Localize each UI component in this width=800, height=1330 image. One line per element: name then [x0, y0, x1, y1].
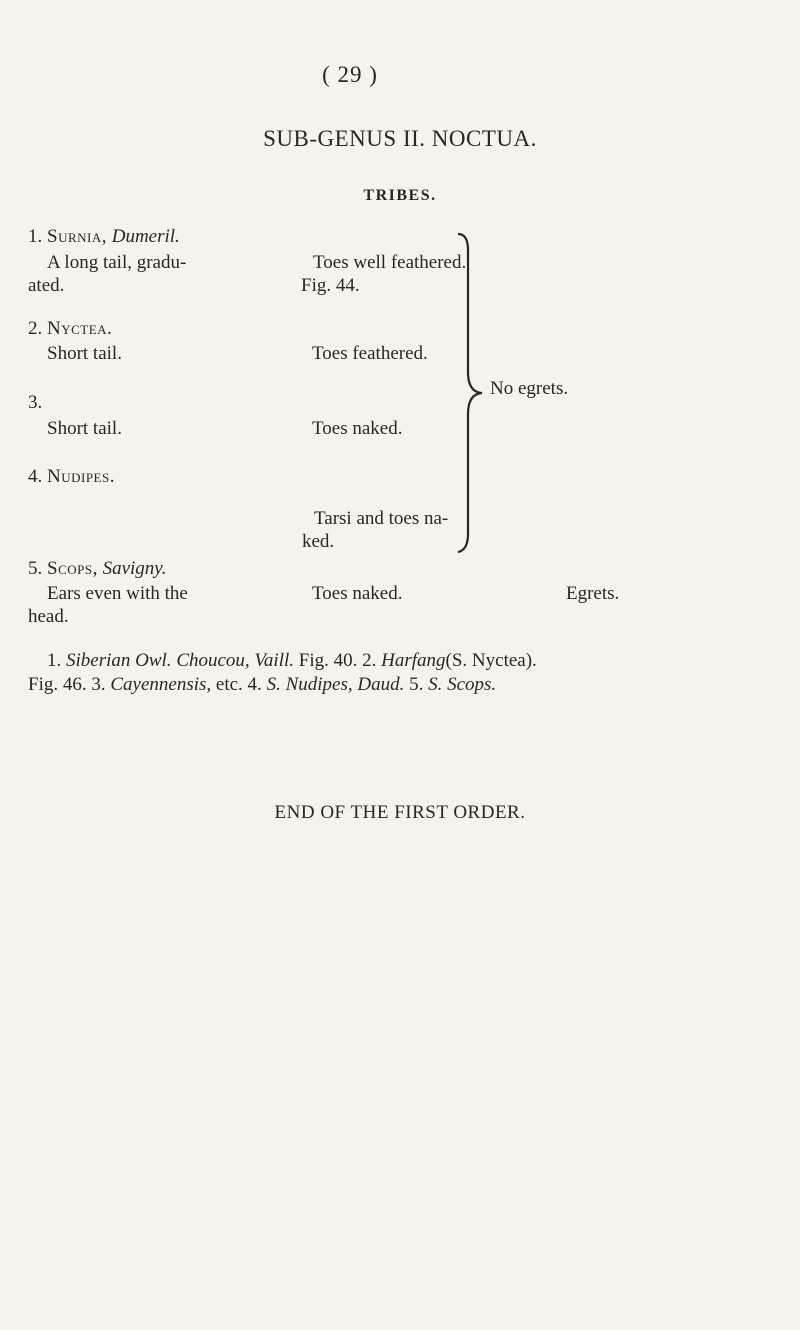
end-of-order-footer: END OF THE FIRST ORDER. [274, 802, 526, 823]
tribe-2-name: Nyctea. [47, 318, 113, 339]
tribe-4-toes-line2: ked. [302, 531, 335, 552]
tribe-3-number: 3. [28, 392, 43, 413]
footnote-text: etc. 4. [215, 674, 262, 695]
footnote-text: Harfang [381, 650, 446, 671]
footnote-text: Cayennensis, [110, 674, 212, 695]
tribe-5-title [28, 558, 166, 580]
tribe-5-desc-line1: Ears even with the [47, 583, 188, 604]
tribe-5-egrets: Egrets. [566, 583, 620, 604]
footnote-text: S. Scops. [428, 674, 497, 695]
tribe-5-toes: Toes naked. [312, 583, 403, 604]
footnote-text: Siberian Owl. [66, 650, 172, 671]
tribe-5-author: Savigny. [102, 558, 167, 579]
footnote-text: Fig. 40. 2. [298, 650, 377, 671]
tribe-4-title [28, 466, 115, 488]
tribes-subheading: TRIBES. [363, 187, 437, 204]
tribe-4-toes-line1: Tarsi and toes na- [314, 508, 449, 529]
tribe-1-author: Dumeril. [111, 226, 180, 247]
tribe-5-number: 5. [28, 558, 43, 579]
page-number: ( 29 ) [322, 62, 378, 87]
footnote-text: S. Nudipes, [266, 674, 353, 695]
tribe-1-desc-line2: ated. [28, 275, 65, 296]
footnote-text: 5. [409, 674, 424, 695]
tribe-3-desc: Short tail. [47, 418, 122, 439]
tribe-2-toes: Toes feathered. [312, 343, 428, 364]
right-brace-icon [456, 232, 486, 554]
tribe-2-title [28, 318, 112, 340]
tribe-1-toes-line1: Toes well feathered. [313, 252, 467, 273]
footnote-text: (S. Nyctea). [445, 650, 537, 671]
tribe-1-name: Surnia, [47, 226, 107, 247]
footnote-text: 1. [47, 650, 62, 671]
tribe-4-name: Nudipes. [47, 466, 115, 487]
footnote-text: Fig. 46. 3. [28, 674, 106, 695]
footnote-line-2 [28, 674, 496, 696]
tribe-2-desc: Short tail. [47, 343, 122, 364]
tribe-5-name: Scops, [47, 558, 98, 579]
tribe-1-number: 1. [28, 226, 43, 247]
brace-label-no-egrets: No egrets. [490, 378, 569, 399]
tribe-2-number: 2. [28, 318, 43, 339]
section-heading: SUB-GENUS II. NOCTUA. [263, 126, 537, 151]
footnote-text: Vaill. [254, 650, 295, 671]
footnote-line-1 [47, 650, 537, 672]
tribe-1-title [28, 226, 180, 248]
footnote-text: Daud. [357, 674, 405, 695]
tribe-3-toes: Toes naked. [312, 418, 403, 439]
footnote-text: Choucou, [176, 650, 250, 671]
tribe-4-number: 4. [28, 466, 43, 487]
tribe-1-desc-line1: A long tail, gradu- [47, 252, 187, 273]
tribe-5-desc-line2: head. [28, 606, 69, 627]
tribe-1-toes-line2: Fig. 44. [301, 275, 360, 296]
